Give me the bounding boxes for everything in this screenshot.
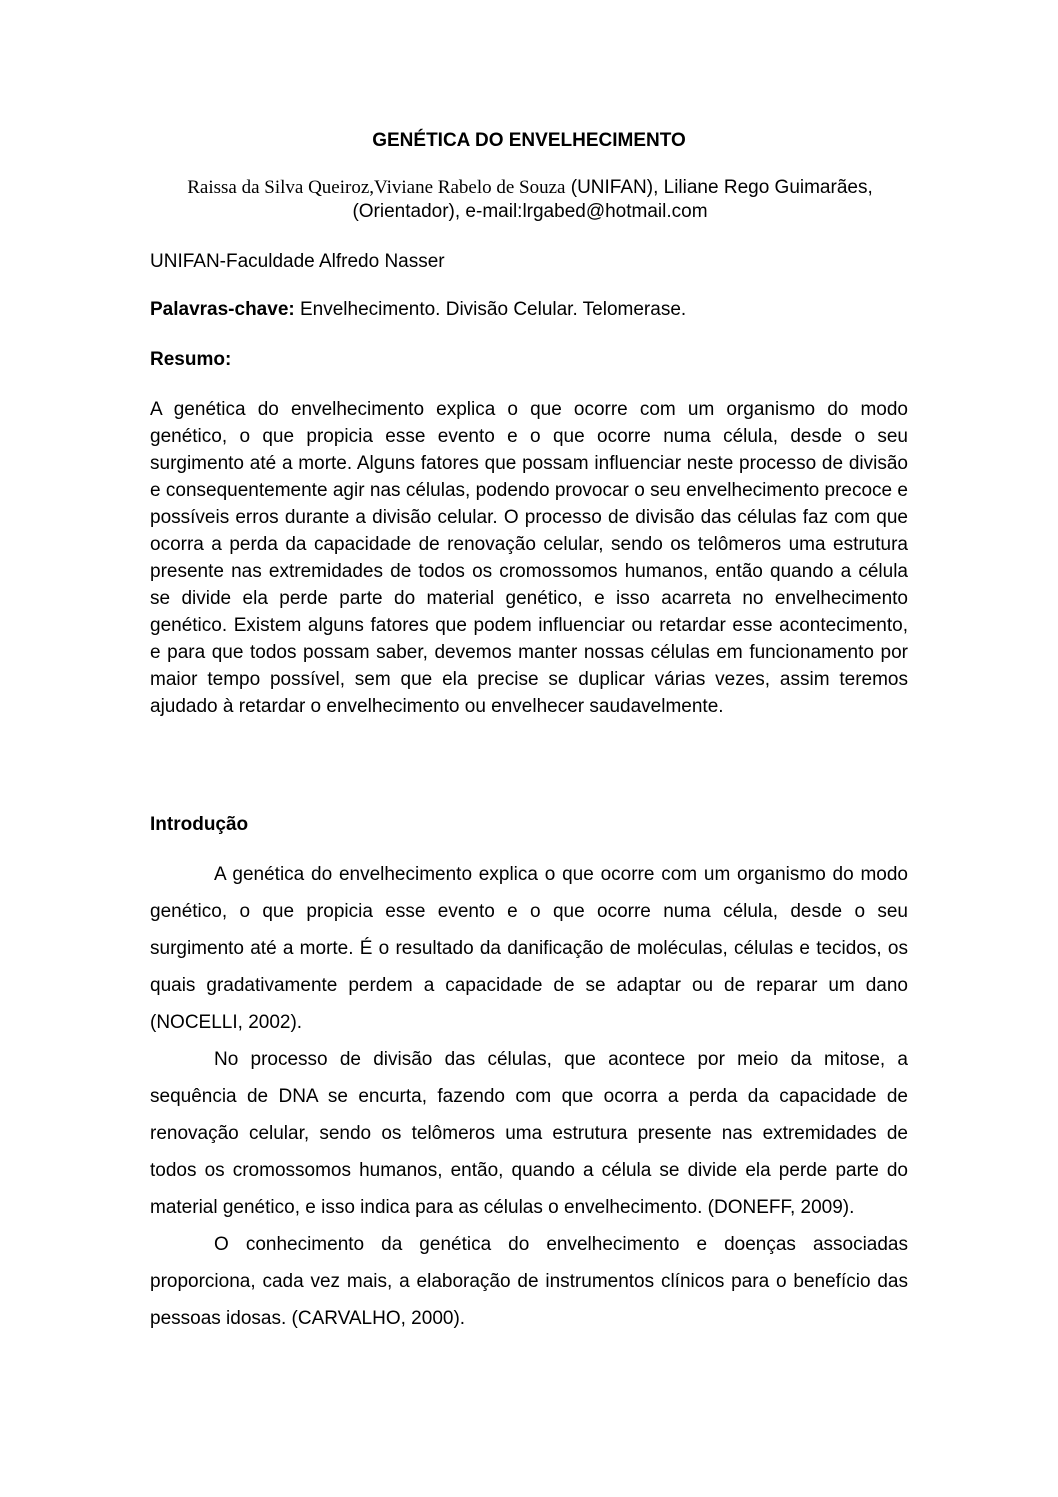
affiliation: UNIFAN-Faculdade Alfredo Nasser <box>150 251 445 272</box>
author-line <box>180 176 880 224</box>
intro-paragraph: A genética do envelhecimento explica o que ocorre com um organismo do modo genético, o que propicia esse evento e o que ocorre numa célula, desde o seu surgimento até a morte. É o resultado da danificação de moléculas, células e tecidos, os quais gradativamente perdem a capacidade de se adaptar ou de reparar um dano (NOCELLI, 2002). <box>150 864 908 1033</box>
keywords-text: Envelhecimento. Divisão Celular. Telomerase. <box>294 299 687 320</box>
author-details: (UNIFAN), Liliane Rego Guimarães, (Orientador), e-mail:lrgabed@hotmail.com <box>352 177 873 222</box>
introduction-body <box>150 856 908 1337</box>
author-names: Raissa da Silva Queiroz,Viviane Rabelo de Souza <box>187 177 566 198</box>
intro-paragraph: No processo de divisão das células, que acontece por meio da mitose, a sequência de DNA se encurta, fazendo com que ocorra a perda da capacidade de renovação celular, sendo os telômeros uma estrutura presente nas extremidades de todos os cromossomos humanos, então, quando a célula se divide ela perde parte do material genético, e isso indica para as células o envelhecimento. (DONEFF, 2009). <box>150 1049 908 1218</box>
paper-title: GENÉTICA DO ENVELHECIMENTO <box>372 130 686 151</box>
keywords-line <box>150 298 686 322</box>
keywords-label: Palavras-chave: <box>150 299 295 320</box>
abstract-heading: Resumo: <box>150 349 232 370</box>
introduction-heading: Introdução <box>150 814 249 835</box>
intro-paragraph: O conhecimento da genética do envelhecimento e doenças associadas proporciona, cada vez mais, a elaboração de instrumentos clínicos para o benefício das pessoas idosas. (CARVALHO, 2000). <box>150 1234 908 1329</box>
abstract-text: A genética do envelhecimento explica o que ocorre com um organismo do modo genético, o que propicia esse evento e o que ocorre numa célula, desde o seu surgimento até a morte. Alguns fatores que possam influenciar neste processo de divisão e consequentemente agir nas células, podendo provocar o seu envelhecimento precoce e possíveis erros durante a divisão celular. O processo de divisão das células faz com que ocorra a perda da capacidade de renovação celular, sendo os telômeros uma estrutura presente nas extremidades de todos os cromossomos humanos, então quando a célula se divide ela perde parte do material genético, e isso acarreta no envelhecimento genético. Existem alguns fatores que podem influenciar ou retardar esse acontecimento, e para que todos possam saber, devemos manter nossas células em funcionamento por maior tempo possível, sem que ela precise se duplicar várias vezes, assim teremos ajudado à retardar o envelhecimento ou envelhecer saudavelmente. <box>150 399 908 717</box>
